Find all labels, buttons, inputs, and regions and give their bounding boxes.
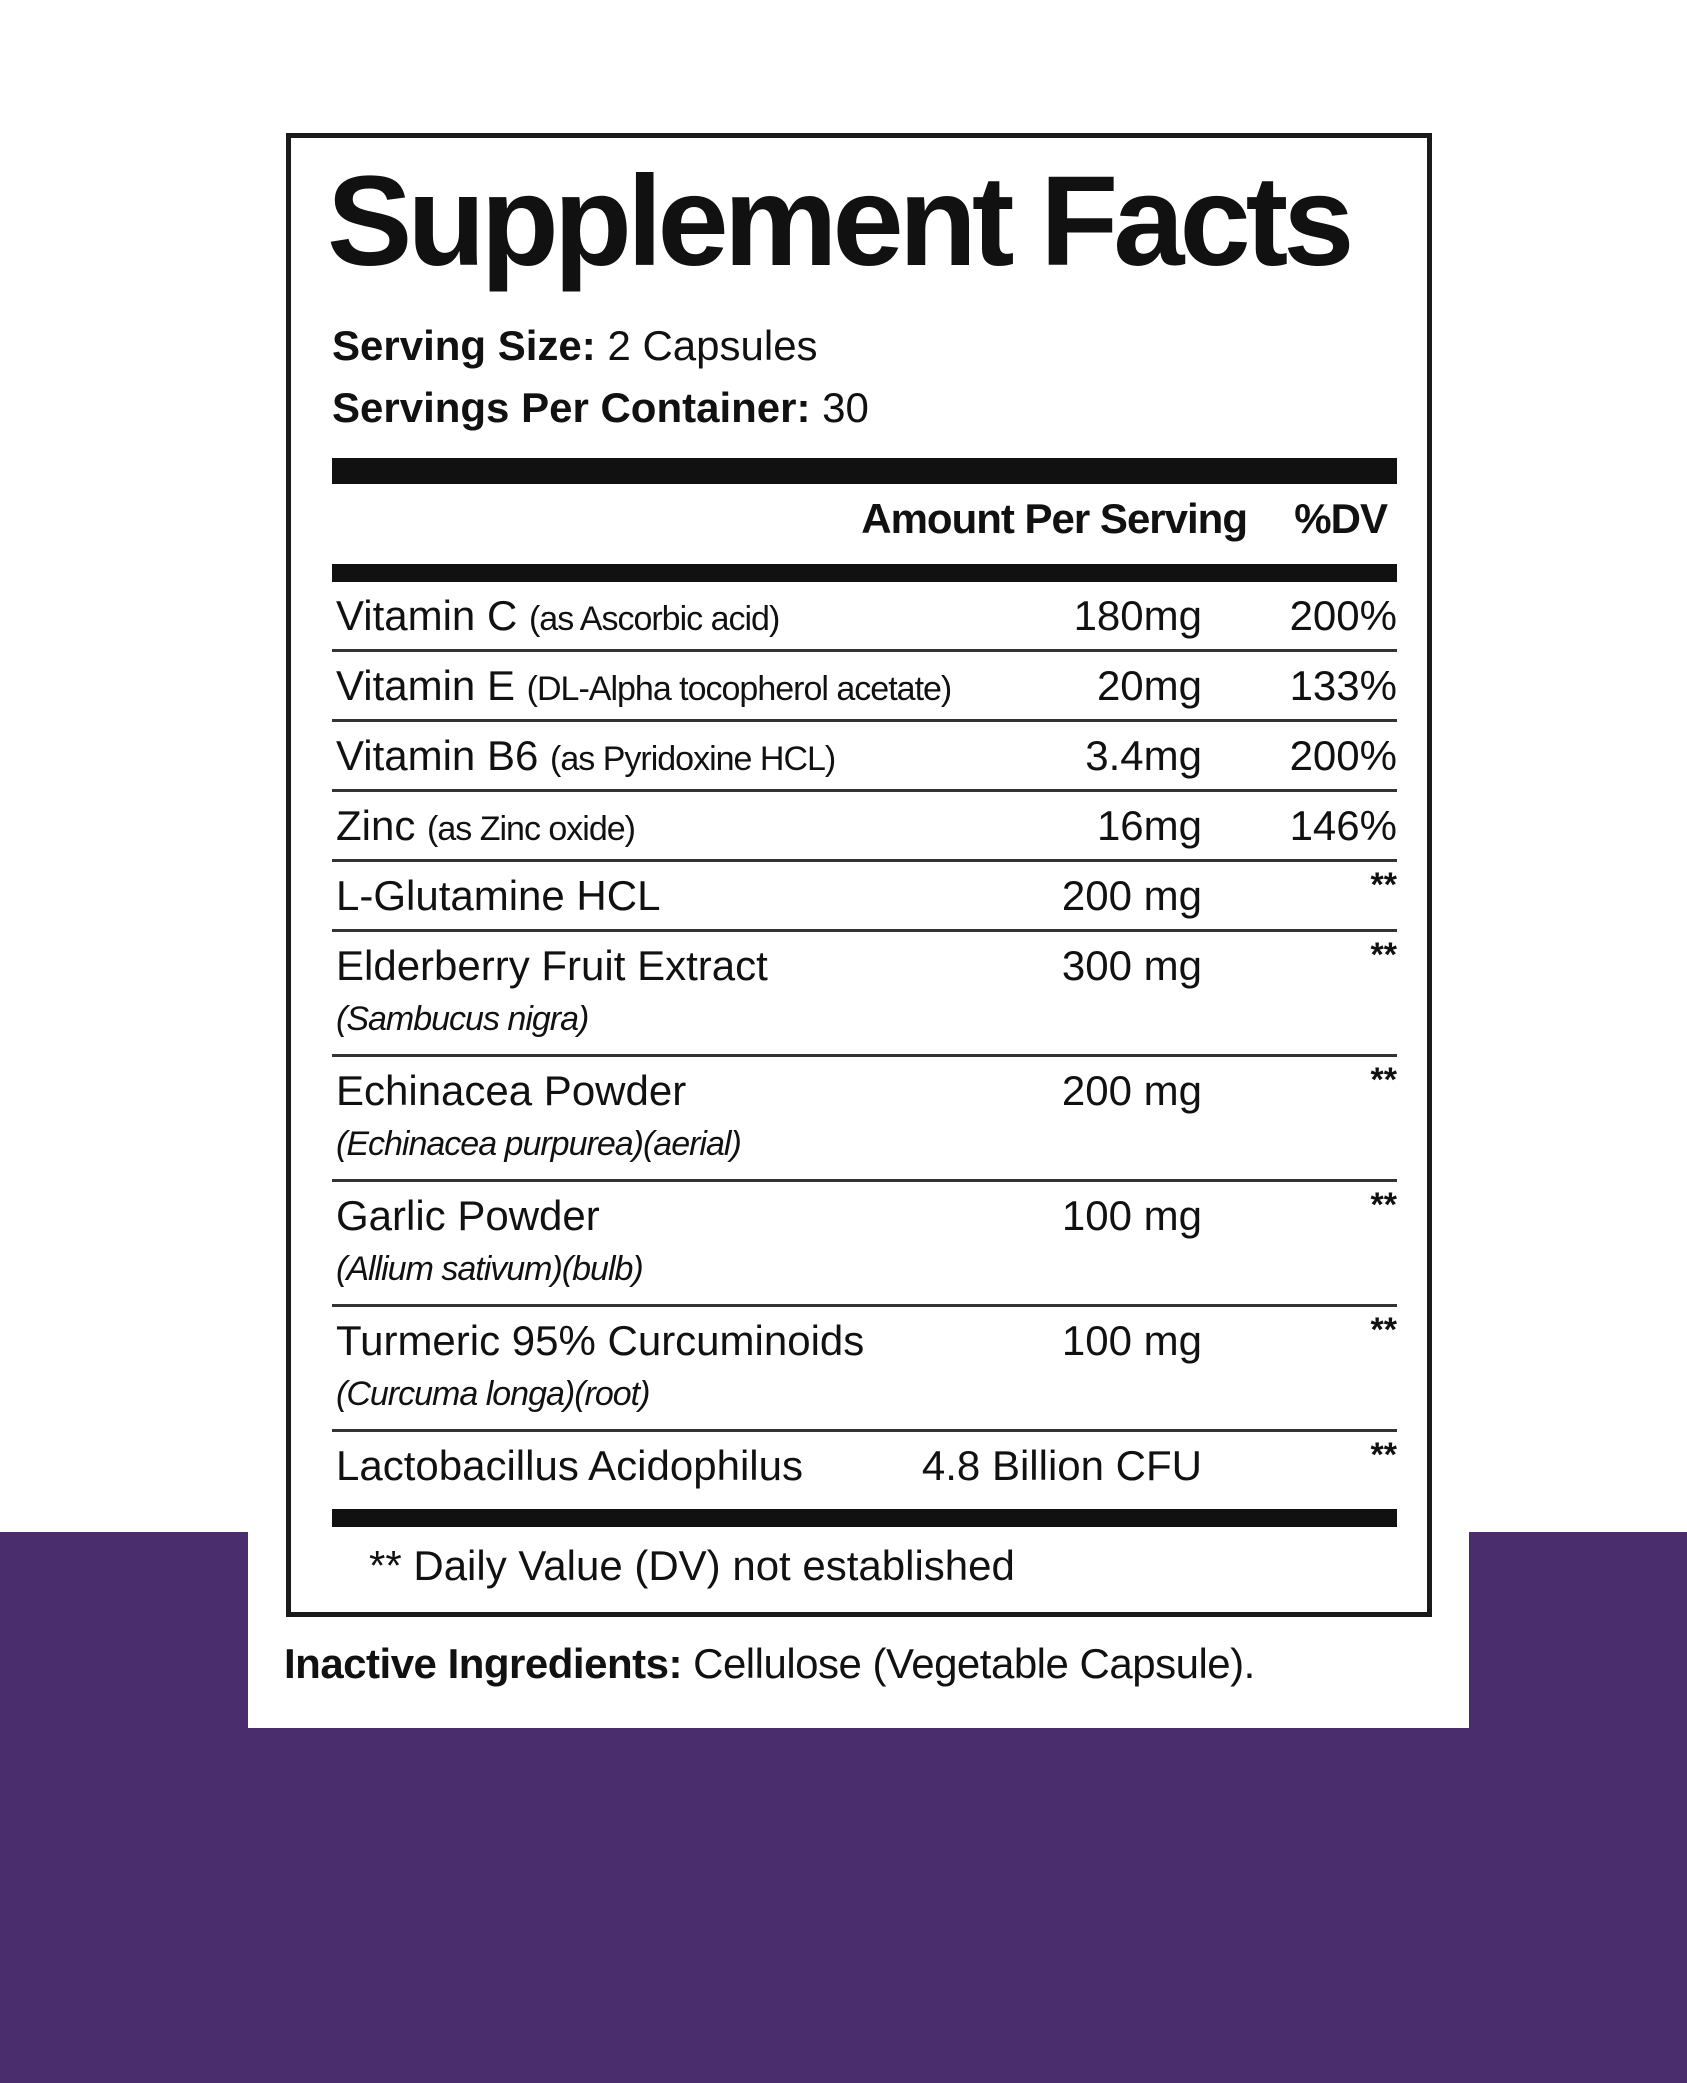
thick-divider-top [332,458,1397,484]
table-row [332,862,1397,932]
ingredient-botanical-name: (Allium sativum)(bulb) [336,1250,643,1288]
table-row [332,1307,1397,1432]
ingredient-amount: 4.8 Billion CFU [921,1442,1202,1489]
ingredient-name: Zinc [336,802,416,849]
ingredient-botanical-name: (Curcuma longa)(root) [336,1375,650,1413]
ingredient-dv: ** [1370,1061,1397,1099]
ingredient-amount: 200 mg [1061,1067,1202,1114]
ingredient-source: (as Zinc oxide) [427,810,635,848]
amount-per-serving-header: Amount Per Serving [861,495,1247,542]
ingredient-amount: 100 mg [1061,1317,1202,1364]
ingredient-dv: ** [1370,936,1397,974]
ingredient-name: Turmeric 95% Curcuminoids [336,1317,865,1364]
ingredient-dv: 200% [1289,732,1397,779]
table-row [332,792,1397,862]
serving-size [332,322,818,370]
ingredient-name: Garlic Powder [336,1192,600,1239]
table-row [332,722,1397,792]
inactive-ingredients-label: Inactive Ingredients: [284,1640,682,1687]
inactive-ingredients [284,1640,1255,1688]
supplement-facts-panel [286,133,1432,1617]
ingredient-name: Lactobacillus Acidophilus [336,1442,803,1489]
ingredient-name: Elderberry Fruit Extract [336,942,768,989]
ingredient-source: (as Ascorbic acid) [528,600,780,638]
ingredient-amount: 16mg [1096,802,1202,849]
serving-size-value: 2 Capsules [607,322,818,369]
ingredient-amount: 100 mg [1061,1192,1202,1239]
table-row [332,1057,1397,1182]
ingredient-dv: 146% [1289,802,1397,849]
ingredient-name: Vitamin C [336,592,518,639]
ingredient-dv: ** [1370,1311,1397,1349]
table-row [332,1182,1397,1307]
serving-size-label: Serving Size: [332,322,596,369]
ingredient-amount: 300 mg [1061,942,1202,989]
servings-per-container-label: Servings Per Container: [332,384,811,431]
ingredient-amount: 3.4mg [1085,732,1202,779]
ingredient-name: L-Glutamine HCL [336,872,661,919]
ingredient-name: Vitamin E [336,662,515,709]
ingredient-dv: ** [1370,1186,1397,1224]
ingredient-source: (DL-Alpha tocopherol acetate) [526,670,952,708]
page-title: Supplement Facts [327,150,1350,293]
thick-divider-bottom [332,1509,1397,1527]
ingredient-dv: 200% [1289,592,1397,639]
inactive-ingredients-value: Cellulose (Vegetable Capsule). [693,1640,1255,1687]
thick-divider-header [332,564,1397,582]
dv-header: %DV [1294,495,1387,542]
dv-footnote: ** Daily Value (DV) not established [369,1542,1015,1589]
ingredient-name: Vitamin B6 [336,732,539,779]
servings-per-container-value: 30 [822,384,869,431]
ingredient-source: (as Pyridoxine HCL) [550,740,836,778]
table-row [332,1432,1397,1502]
ingredient-dv: ** [1370,1436,1397,1474]
ingredient-amount: 180mg [1073,592,1202,639]
ingredient-name: Echinacea Powder [336,1067,687,1114]
ingredient-dv: 133% [1289,662,1397,709]
servings-per-container [332,384,869,432]
table-row [332,932,1397,1057]
ingredient-amount: 20mg [1096,662,1202,709]
ingredient-dv: ** [1370,866,1397,904]
table-row [332,582,1397,652]
table-row [332,652,1397,722]
ingredient-table [332,582,1397,1502]
ingredient-botanical-name: (Sambucus nigra) [336,1000,589,1038]
ingredient-amount: 200 mg [1061,872,1202,919]
ingredient-botanical-name: (Echinacea purpurea)(aerial) [336,1125,741,1163]
